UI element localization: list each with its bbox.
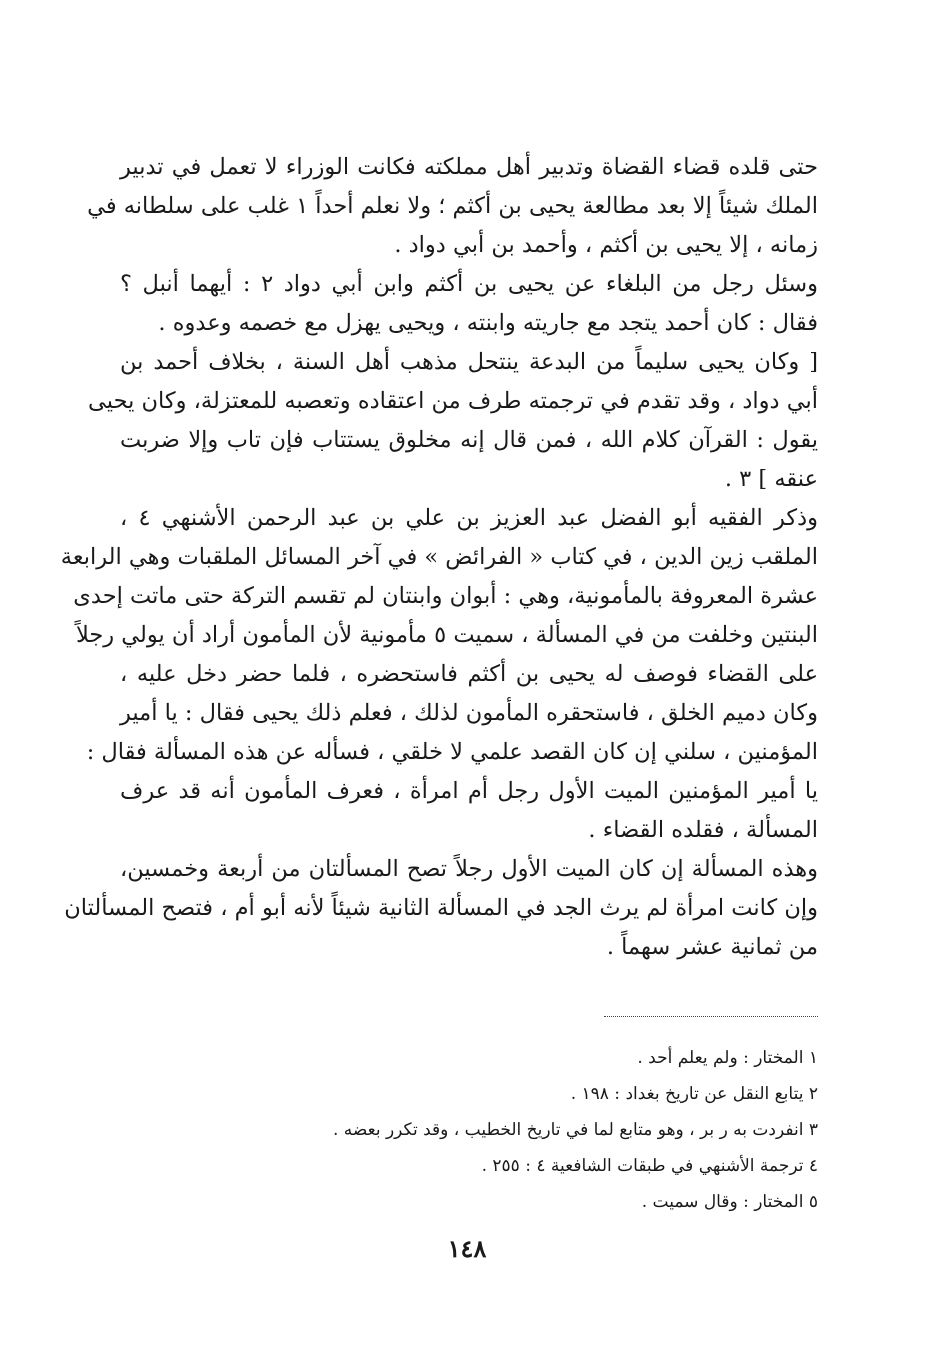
text-line: حتى قلده قضاء القضاة وتدبير أهل مملكته فكانت الوزراء لا تعمل في تدبير [120, 154, 818, 180]
text-line: المسألة ، فقلده القضاء . [588, 817, 818, 843]
text-line: وهذه المسألة إن كان الميت الأول رجلاً تصح المسألتان من أربعة وخمسين، [120, 856, 818, 882]
text-line: [ وكان يحيى سليماً من البدعة ينتحل مذهب أهل السنة ، بخلاف أحمد بن [120, 349, 818, 375]
footnote-separator [604, 1016, 818, 1017]
text-line: وكان دميم الخلق ، فاستحقره المأمون لذلك ، فعلم ذلك يحيى فقال : يا أمير [119, 700, 818, 726]
text-line: يقول : القرآن كلام الله ، فمن قال إنه مخلوق يستتاب فإن تاب وإلا ضربت [120, 427, 818, 453]
text-line: عنقه ] ٣ . [724, 466, 818, 492]
text-line: يا أمير المؤمنين الميت الأول رجل أم امرأة ، فعرف المأمون أنه قد عرف [120, 778, 818, 804]
main-text [60, 148, 818, 967]
text-line: الملقب زين الدين ، في كتاب « الفرائض » في آخر المسائل الملقبات وهي الرابعة [60, 544, 818, 570]
text-line: من ثمانية عشر سهماً . [606, 934, 818, 960]
footnote: ٥ المختار : وقال سميت . [641, 1192, 818, 1212]
footnote: ٢ يتابع النقل عن تاريخ بغداد : ١٩٨ . [570, 1084, 818, 1104]
text-line: المؤمنين ، سلني إن كان القصد علمي لا خلقي ، فسأله عن هذه المسألة فقال : [86, 739, 818, 765]
text-line: فقال : كان أحمد يتجد مع جاريته وابنته ، ويحيى يهزل مع خصمه وعدوه . [158, 310, 818, 336]
text-line: زمانه ، إلا يحيى بن أكثم ، وأحمد بن أبي دواد . [394, 232, 818, 258]
text-line: الملك شيئاً إلا بعد مطالعة يحيى بن أكثم ؛ ولا نعلم أحداً ١ غلب على سلطانه في [87, 193, 818, 219]
footnotes [120, 1040, 818, 1220]
text-line: أبي دواد ، وقد تقدم في ترجمته طرف من اعتقاده وتعصبه للمعتزلة، وكان يحيى [88, 388, 818, 414]
text-line: عشرة المعروفة بالمأمونية، وهي : أبوان وابنتان لم تقسم التركة حتى ماتت إحدى [73, 583, 818, 609]
text-line: البنتين وخلفت من في المسألة ، سميت ٥ مأمونية لأن المأمون أراد أن يولي رجلاً [75, 622, 818, 648]
text-line: وإن كانت امرأة لم يرث الجد في المسألة الثانية شيئاً لأنه أبو أم ، فتصح المسألتان [64, 895, 818, 921]
text-line: وسئل رجل من البلغاء عن يحيى بن أكثم وابن أبي دواد ٢ : أيهما أنبل ؟ [120, 271, 818, 297]
footnote: ١ المختار : ولم يعلم أحد . [637, 1048, 818, 1068]
footnote: ٣ انفردت به ر بر ، وهو متابع لما في تاريخ الخطيب ، وقد تكرر بعضه . [332, 1120, 818, 1140]
footnote: ٤ ترجمة الأشنهي في طبقات الشافعية ٤ : ٢٥٥ . [481, 1156, 818, 1176]
page-number: ١٤٨ [447, 1234, 487, 1263]
text-line: وذكر الفقيه أبو الفضل عبد العزيز بن علي بن عبد الرحمن الأشنهي ٤ ، [120, 505, 818, 531]
text-line: على القضاء فوصف له يحيى بن أكثم فاستحضره ، فلما حضر دخل عليه ، [120, 661, 818, 687]
